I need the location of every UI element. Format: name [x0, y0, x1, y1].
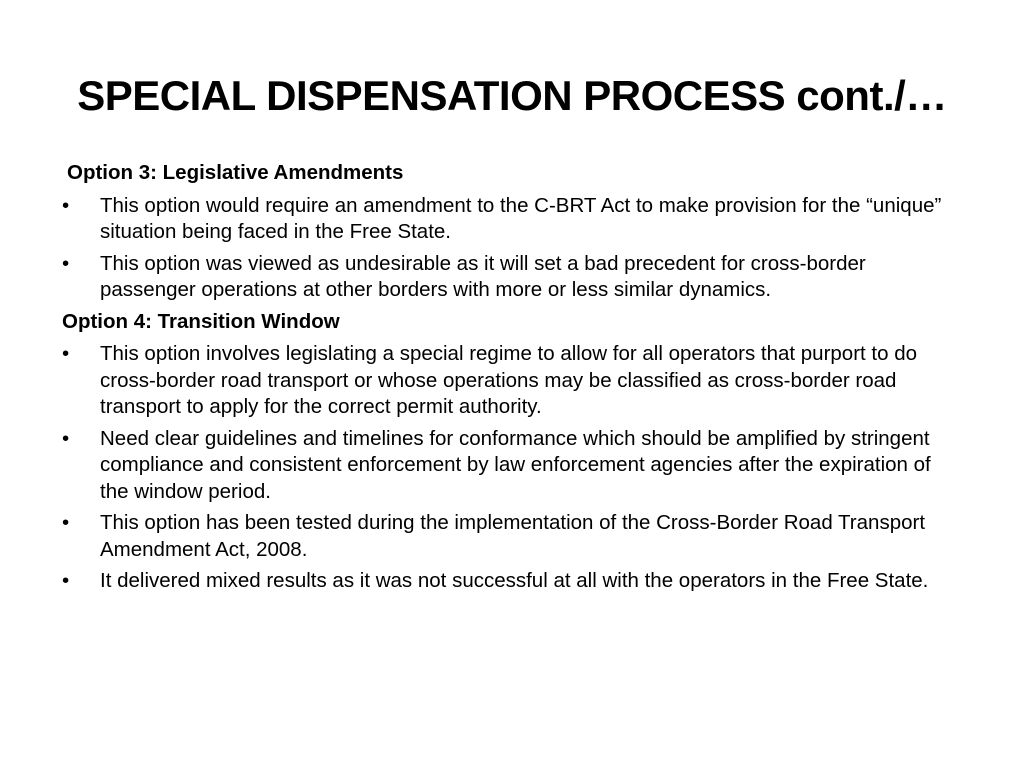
- bullet-text: This option involves legislating a special regime to allow for all operators that purport to do cross-border road transport or whose operations may be classified as cross-border road transport to apply for the correct permit authority.: [100, 342, 918, 418]
- bullet-list: [62, 193, 962, 304]
- slide-title: SPECIAL DISPENSATION PROCESS cont./…: [77, 72, 947, 119]
- bullet-text: This option has been tested during the implementation of the Cross-Border Road Transport Amendment Act, 2008.: [100, 511, 926, 561]
- bullet-icon: •: [62, 251, 70, 275]
- bullet-text: It delivered mixed results as it was not successful at all with the operators in the Free State.: [100, 569, 929, 592]
- slide-body: [62, 160, 962, 600]
- bullet-icon: •: [62, 426, 70, 450]
- bullet-list: [62, 341, 962, 595]
- section-option-4: [62, 309, 962, 595]
- bullet-icon: •: [62, 342, 70, 365]
- bullet-item: [62, 426, 962, 506]
- section-heading: Option 3: Legislative Amendments: [67, 161, 404, 184]
- bullet-item: [62, 510, 962, 563]
- section-heading: Option 4: Transition Window: [62, 309, 340, 333]
- bullet-icon: •: [62, 511, 70, 534]
- bullet-item: [62, 193, 962, 246]
- bullet-icon: •: [62, 193, 70, 217]
- bullet-item: [62, 568, 962, 595]
- bullet-text: This option would require an amendment to the C-BRT Act to make provision for the “unique” situation being faced in the Free State.: [100, 193, 942, 243]
- bullet-item: [62, 251, 962, 304]
- bullet-item: [62, 341, 962, 421]
- bullet-text: This option was viewed as undesirable as it will set a bad precedent for cross-border passenger operations at other borders with more or less similar dynamics.: [100, 251, 866, 301]
- bullet-text: Need clear guidelines and timelines for conformance which should be amplified by stringent compliance and consistent enforcement by law enforcement agencies after the expiration of the window period.: [100, 426, 931, 503]
- section-option-3: [62, 160, 962, 304]
- bullet-icon: •: [62, 569, 70, 592]
